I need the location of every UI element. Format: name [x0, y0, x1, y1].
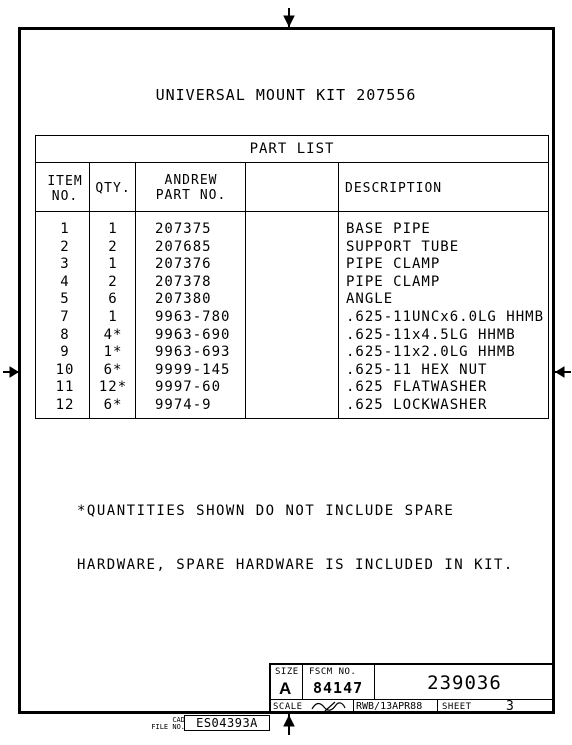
- cell-desc: PIPE CLAMP: [346, 256, 441, 273]
- cad-file-number: ES04393A: [184, 715, 270, 731]
- fscm-label: FSCM NO.: [309, 667, 357, 677]
- file-label-bottom: FILE NO.: [151, 723, 185, 731]
- cell-qty: 4*: [103, 326, 123, 343]
- title-block-divider: [353, 699, 354, 714]
- size-label: SIZE: [275, 667, 299, 677]
- cell-desc: .625 FLATWASHER: [346, 379, 488, 396]
- header-item-line1: ITEM: [47, 174, 83, 189]
- note-line-1: *QUANTITIES SHOWN DO NOT INCLUDE SPARE: [77, 503, 455, 519]
- cell-desc: ANGLE: [346, 291, 394, 308]
- cell-qty: 12*: [98, 379, 128, 396]
- cell-part: 9963-780: [155, 308, 231, 325]
- note-line-2: HARDWARE, SPARE HARDWARE IS INCLUDED IN KIT.: [77, 557, 514, 573]
- cell-item: 12: [55, 396, 75, 413]
- cell-desc: .625-11 HEX NUT: [346, 361, 488, 378]
- cell-part: 207378: [155, 273, 212, 290]
- cell-item: 8: [60, 326, 70, 343]
- cell-qty: 2: [108, 273, 118, 290]
- cell-qty: 1: [108, 308, 118, 325]
- header-qty: QTY.: [95, 181, 131, 196]
- approval-initials-date: RWB/13APR88: [356, 701, 423, 712]
- drawing-number: 239036: [427, 672, 502, 694]
- arrow-left-icon: [555, 367, 571, 377]
- scale-label: SCALE: [273, 702, 303, 712]
- cell-qty: 1*: [103, 344, 123, 361]
- cell-desc: .625 LOCKWASHER: [346, 396, 488, 413]
- cell-qty: 6*: [103, 396, 123, 413]
- part-column: [155, 221, 230, 415]
- part-list-table: [35, 135, 549, 419]
- arrow-right-icon: [3, 367, 18, 377]
- cell-part: 207380: [155, 291, 212, 308]
- cell-part: 9999-145: [155, 361, 231, 378]
- title-block-divider: [437, 699, 438, 714]
- cell-qty: 6*: [103, 361, 123, 378]
- cell-part: 207375: [155, 221, 212, 237]
- sheet-label: SHEET: [442, 702, 472, 712]
- column-divider: [338, 162, 339, 419]
- header-part-no: [136, 173, 246, 203]
- header-divider: [36, 211, 548, 212]
- cell-desc: PIPE CLAMP: [346, 273, 441, 290]
- cell-part: 9974-9: [155, 396, 212, 413]
- cell-qty: 6: [108, 291, 118, 308]
- cell-item: 10: [55, 361, 75, 378]
- cell-desc: .625-11UNCx6.0LG HHMB: [346, 308, 545, 325]
- size-value: A: [279, 679, 292, 698]
- cell-part: 9963-693: [155, 344, 231, 361]
- header-part-line2: PART NO.: [155, 188, 227, 203]
- cell-item: 1: [60, 221, 70, 237]
- cell-desc: .625-11x2.0LG HHMB: [346, 344, 516, 361]
- sheet-number: 3: [506, 699, 514, 714]
- drawing-title: UNIVERSAL MOUNT KIT 207556: [155, 86, 417, 104]
- scale-none-mark: [310, 700, 352, 713]
- part-list-heading: PART LIST: [36, 136, 548, 163]
- desc-column: [346, 221, 544, 415]
- cell-qty: 2: [108, 238, 118, 255]
- cell-part: 207376: [155, 256, 212, 273]
- cell-item: 11: [55, 379, 75, 396]
- arrow-up-icon: [284, 714, 294, 735]
- cell-part: 9997-60: [155, 379, 222, 396]
- cell-item: 4: [60, 273, 70, 290]
- header-part-line1: ANDREW: [164, 173, 218, 188]
- header-item-line2: NO.: [51, 189, 79, 204]
- cell-desc: SUPPORT TUBE: [346, 238, 460, 255]
- qty-column: [91, 221, 135, 415]
- arrow-down-icon: [284, 8, 294, 27]
- header-item: [40, 174, 90, 204]
- cell-desc: BASE PIPE: [346, 221, 431, 237]
- cell-item: 9: [60, 344, 70, 361]
- cell-part: 207685: [155, 238, 212, 255]
- cell-item: 5: [60, 291, 70, 308]
- file-label: [145, 717, 185, 731]
- cell-qty: 1: [108, 256, 118, 273]
- cell-part: 9963-690: [155, 326, 231, 343]
- file-label-top: CAD: [172, 716, 185, 724]
- item-column: [40, 221, 90, 415]
- note: [77, 466, 514, 592]
- title-block-divider: [302, 663, 303, 699]
- fscm-value: 84147: [313, 679, 364, 697]
- cell-desc: .625-11x4.5LG HHMB: [346, 326, 516, 343]
- cell-qty: 1: [108, 221, 118, 237]
- cell-item: 7: [60, 308, 70, 325]
- cell-item: 2: [60, 238, 70, 255]
- cell-item: 3: [60, 256, 70, 273]
- header-description: DESCRIPTION: [345, 181, 443, 196]
